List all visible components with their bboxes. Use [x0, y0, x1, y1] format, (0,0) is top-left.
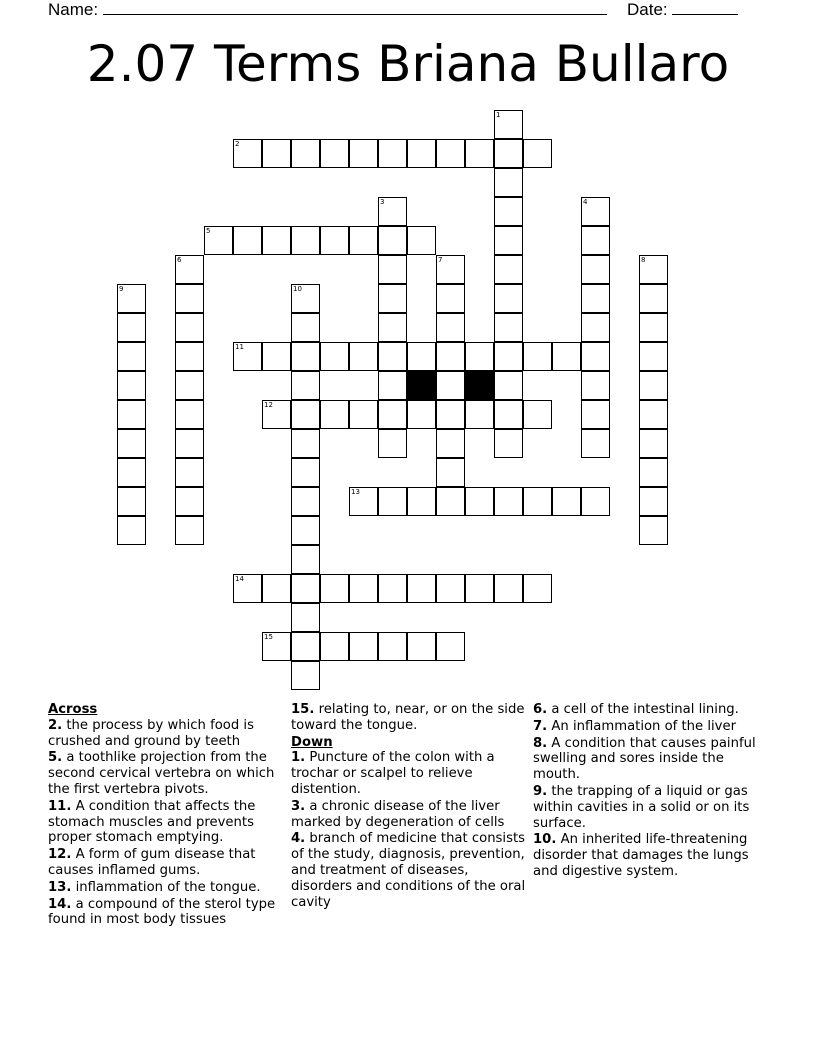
grid-cell[interactable] — [552, 342, 581, 371]
grid-cell[interactable] — [291, 342, 320, 371]
down-heading: Down — [291, 734, 333, 750]
grid-cell[interactable] — [639, 516, 668, 545]
clue-across-11: 11. A condition that affects the stomach muscles and prevents proper stomach emptying. — [48, 798, 256, 846]
grid-cell[interactable] — [349, 342, 378, 371]
cell-number: 2 — [235, 140, 240, 148]
grid-cell[interactable] — [639, 487, 668, 516]
grid-cell[interactable] — [117, 342, 146, 371]
clue-down-1: 1. Puncture of the colon with a trochar or scalpel to relieve distention. — [291, 750, 495, 797]
grid-cell[interactable] — [378, 371, 407, 400]
grid-cell[interactable] — [436, 429, 465, 458]
grid-cell[interactable] — [378, 139, 407, 168]
grid-cell[interactable] — [175, 284, 204, 313]
clue-across-5: 5. a toothlike projection from the second cervical vertebra on which the first vertebra pivots. — [48, 750, 275, 797]
grid-cell[interactable] — [639, 371, 668, 400]
grid-cell[interactable] — [291, 516, 320, 545]
grid-cell[interactable] — [378, 284, 407, 313]
date-label: Date: — [627, 0, 668, 19]
clue-across-2: 2. the process by which food is crushed and ground by teeth — [48, 717, 254, 749]
grid-cell[interactable] — [378, 342, 407, 371]
grid-cell[interactable] — [378, 574, 407, 603]
grid-cell[interactable] — [523, 574, 552, 603]
grid-cell[interactable] — [436, 574, 465, 603]
grid-cell[interactable] — [349, 226, 378, 255]
grid-cell[interactable] — [291, 487, 320, 516]
grid-cell[interactable] — [494, 226, 523, 255]
clue-across-13: 13. inflammation of the tongue. — [48, 879, 261, 895]
grid-cell[interactable] — [175, 342, 204, 371]
clue-across-14: 14. a compound of the sterol type found in most body tissues — [48, 896, 276, 928]
grid-cell[interactable] — [465, 574, 494, 603]
grid-cell[interactable] — [291, 603, 320, 632]
grid-cell[interactable] — [175, 429, 204, 458]
clue-down-4: 4. branch of medicine that consists of the study, diagnosis, prevention, and treatment of diseases, disorders and conditions of the oral cavity — [291, 831, 526, 910]
clue-down-6: 6. a cell of the intestinal lining. — [533, 702, 739, 717]
grid-cell[interactable] — [175, 313, 204, 342]
grid-cell[interactable] — [117, 458, 146, 487]
grid-cell[interactable] — [175, 458, 204, 487]
grid-cell[interactable] — [175, 487, 204, 516]
grid-cell[interactable] — [494, 110, 523, 139]
grid-cell[interactable] — [581, 313, 610, 342]
grid-cell[interactable] — [494, 371, 523, 400]
clues-column-3 — [533, 702, 769, 881]
clue-down-8: 8. A condition that causes painful swelling and sores inside the mouth. — [533, 735, 756, 783]
grid-cell[interactable] — [175, 516, 204, 545]
across-heading: Across — [48, 702, 98, 717]
grid-cell[interactable] — [552, 487, 581, 516]
grid-cell[interactable] — [349, 632, 378, 661]
grid-cell[interactable] — [581, 255, 610, 284]
grid-cell[interactable] — [320, 400, 349, 429]
grid-cell[interactable] — [523, 400, 552, 429]
grid-cell[interactable] — [262, 139, 291, 168]
clue-down-10: 10. An inherited life-threatening disorder that damages the lungs and digestive system. — [533, 832, 749, 879]
grid-cell[interactable] — [494, 313, 523, 342]
clue-down-3: 3. a chronic disease of the liver marked by degeneration of cells — [291, 798, 505, 830]
grid-cell[interactable] — [407, 226, 436, 255]
grid-cell[interactable] — [291, 371, 320, 400]
grid-cell[interactable] — [494, 487, 523, 516]
grid-cell[interactable] — [349, 574, 378, 603]
grid-cell[interactable] — [175, 371, 204, 400]
grid-cell[interactable] — [233, 139, 262, 168]
grid-cell[interactable] — [407, 139, 436, 168]
page-title: 2.07 Terms Briana Bullaro — [86, 35, 730, 93]
grid-cell[interactable] — [349, 139, 378, 168]
grid-cell[interactable] — [407, 400, 436, 429]
grid-cell[interactable] — [639, 342, 668, 371]
grid-cell[interactable] — [291, 400, 320, 429]
black-cell — [465, 371, 494, 400]
grid-cell[interactable] — [291, 139, 320, 168]
grid-cell[interactable] — [465, 487, 494, 516]
clue-across-15: 15. relating to, near, or on the side toward the tongue. — [291, 702, 525, 733]
grid-cell[interactable] — [320, 342, 349, 371]
grid-cell[interactable] — [494, 429, 523, 458]
grid-cell[interactable] — [581, 400, 610, 429]
grid-cell[interactable] — [581, 284, 610, 313]
grid-cell[interactable] — [291, 661, 320, 690]
grid-cell[interactable] — [465, 139, 494, 168]
grid-cell[interactable] — [262, 400, 291, 429]
grid-cell[interactable] — [436, 458, 465, 487]
grid-cell[interactable] — [262, 226, 291, 255]
grid-cell[interactable] — [204, 226, 233, 255]
name-label: Name: — [48, 0, 99, 19]
cell-number: 5 — [206, 227, 211, 235]
clue-across-12: 12. A form of gum disease that causes inflamed gums. — [48, 847, 256, 878]
grid-cell[interactable] — [494, 255, 523, 284]
grid-cell[interactable] — [291, 458, 320, 487]
grid-cell[interactable] — [639, 313, 668, 342]
grid-cell[interactable] — [436, 487, 465, 516]
grid-cell[interactable] — [291, 545, 320, 574]
cell-number: 7 — [438, 256, 443, 264]
grid-cell[interactable] — [320, 226, 349, 255]
grid-cell[interactable] — [117, 487, 146, 516]
cell-number: 3 — [380, 198, 385, 206]
grid-cell[interactable] — [378, 313, 407, 342]
grid-cell[interactable] — [117, 284, 146, 313]
grid-cell[interactable] — [581, 226, 610, 255]
cell-number: 11 — [235, 343, 244, 351]
grid-cell[interactable] — [378, 400, 407, 429]
grid-cell[interactable] — [117, 429, 146, 458]
grid-cell[interactable] — [407, 342, 436, 371]
grid-cell[interactable] — [494, 139, 523, 168]
grid-cell[interactable] — [523, 342, 552, 371]
grid-cell[interactable] — [291, 429, 320, 458]
grid-cell[interactable] — [349, 400, 378, 429]
cell-number: 13 — [351, 488, 360, 496]
grid-cell[interactable] — [407, 632, 436, 661]
grid-cell[interactable] — [494, 400, 523, 429]
grid-cell[interactable] — [320, 139, 349, 168]
grid-cell[interactable] — [291, 313, 320, 342]
grid-cell[interactable] — [494, 574, 523, 603]
grid-cell[interactable] — [378, 487, 407, 516]
grid-cell[interactable] — [117, 400, 146, 429]
grid-cell[interactable] — [639, 400, 668, 429]
grid-cell[interactable] — [262, 574, 291, 603]
clues-column-2 — [291, 702, 527, 911]
grid-cell[interactable] — [523, 487, 552, 516]
grid-cell[interactable] — [436, 371, 465, 400]
grid-cell[interactable] — [262, 342, 291, 371]
cell-number: 6 — [177, 256, 182, 264]
grid-cell[interactable] — [639, 458, 668, 487]
grid-cell[interactable] — [494, 284, 523, 313]
grid-cell[interactable] — [494, 168, 523, 197]
grid-cell[interactable] — [291, 226, 320, 255]
grid-cell[interactable] — [494, 197, 523, 226]
grid-cell[interactable] — [320, 574, 349, 603]
grid-cell[interactable] — [436, 284, 465, 313]
grid-cell[interactable] — [465, 400, 494, 429]
cell-number: 4 — [583, 198, 588, 206]
cell-number: 1 — [496, 111, 501, 119]
grid-cell[interactable] — [378, 632, 407, 661]
grid-cell[interactable] — [581, 429, 610, 458]
grid-cell[interactable] — [581, 342, 610, 371]
grid-cell[interactable] — [639, 255, 668, 284]
grid-cell[interactable] — [349, 487, 378, 516]
grid-cell[interactable] — [378, 429, 407, 458]
grid-cell[interactable] — [175, 400, 204, 429]
grid-cell[interactable] — [494, 342, 523, 371]
grid-cell[interactable] — [436, 139, 465, 168]
cell-number: 12 — [264, 401, 273, 409]
cell-number: 14 — [235, 575, 244, 583]
grid-cell[interactable] — [436, 400, 465, 429]
grid-cell[interactable] — [233, 226, 262, 255]
grid-cell[interactable] — [639, 429, 668, 458]
grid-cell[interactable] — [117, 313, 146, 342]
cell-number: 8 — [641, 256, 646, 264]
grid-cell[interactable] — [262, 632, 291, 661]
grid-cell[interactable] — [378, 226, 407, 255]
grid-cell[interactable] — [175, 255, 204, 284]
grid-cell[interactable] — [291, 284, 320, 313]
grid-cell[interactable] — [320, 632, 349, 661]
grid-cell[interactable] — [233, 574, 262, 603]
grid-cell[interactable] — [436, 313, 465, 342]
clue-down-9: 9. the trapping of a liquid or gas within cavities in a solid or on its surface. — [533, 783, 750, 831]
grid-cell[interactable] — [291, 632, 320, 661]
grid-cell[interactable] — [378, 197, 407, 226]
grid-cell[interactable] — [436, 255, 465, 284]
grid-cell[interactable] — [117, 516, 146, 545]
cell-number: 9 — [119, 285, 124, 293]
grid-cell[interactable] — [117, 371, 146, 400]
grid-cell[interactable] — [581, 197, 610, 226]
grid-cell[interactable] — [407, 487, 436, 516]
grid-cell[interactable] — [465, 342, 494, 371]
grid-cell[interactable] — [436, 342, 465, 371]
cell-number: 10 — [293, 285, 302, 293]
grid-cell[interactable] — [233, 342, 262, 371]
grid-cell[interactable] — [378, 255, 407, 284]
grid-cell[interactable] — [407, 574, 436, 603]
grid-cell[interactable] — [581, 487, 610, 516]
black-cell — [407, 371, 436, 400]
cell-number: 15 — [264, 633, 273, 641]
clue-down-7: 7. An inflammation of the liver — [533, 718, 737, 734]
grid-cell[interactable] — [436, 632, 465, 661]
clues-column-1 — [48, 702, 284, 929]
grid-cell[interactable] — [581, 371, 610, 400]
grid-cell[interactable] — [639, 284, 668, 313]
grid-cell[interactable] — [523, 139, 552, 168]
grid-cell[interactable] — [291, 574, 320, 603]
